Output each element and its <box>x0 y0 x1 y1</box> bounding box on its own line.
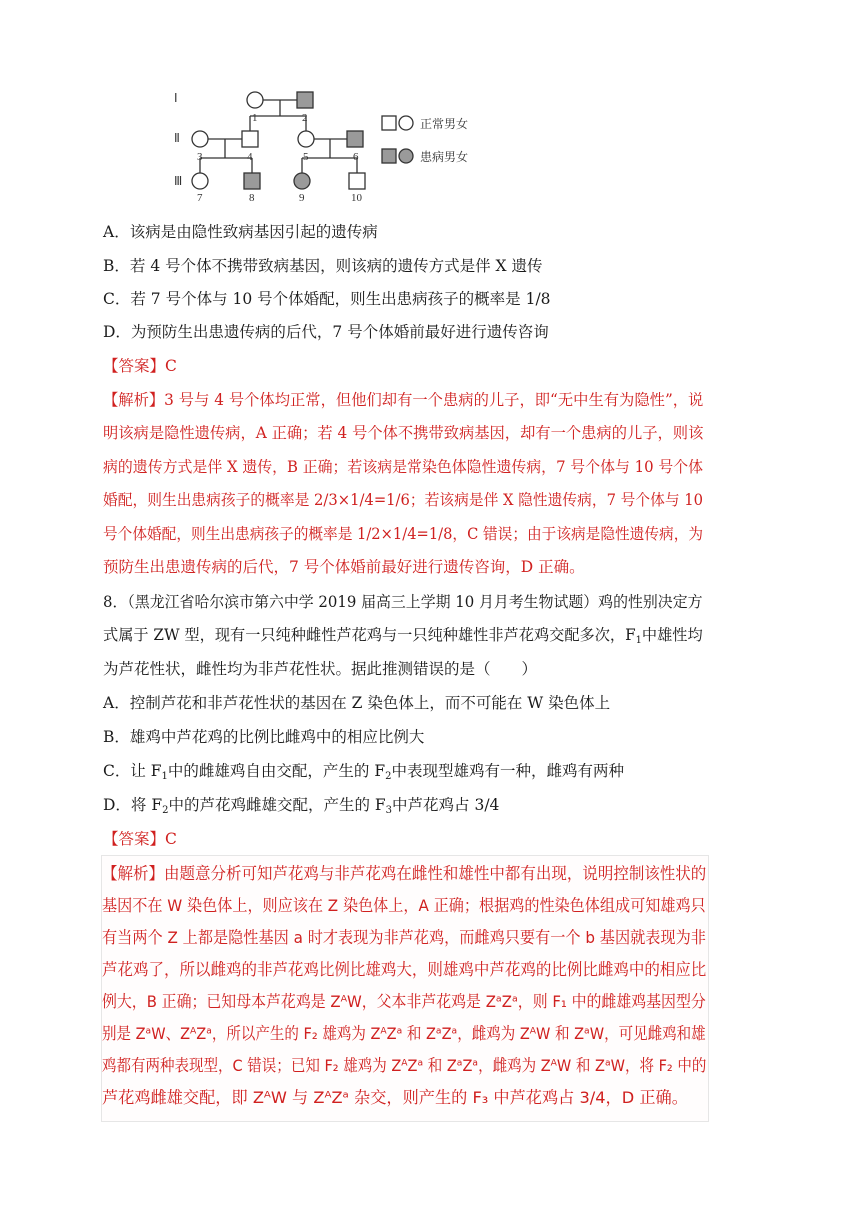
individual-10-male-normal <box>349 173 365 189</box>
q7-answer: 【答案】C <box>103 357 177 375</box>
q8-option-a: A．控制芦花和非芦花性状的基因在 Z 染色体上，而不可能在 W 染色体上 <box>103 694 611 712</box>
legend-male-normal-icon <box>382 116 396 130</box>
generation-label-1: Ⅰ <box>174 91 178 105</box>
legend-normal-label: 正常男女 <box>420 117 469 131</box>
number-5: 5 <box>303 151 309 163</box>
number-3: 3 <box>197 151 203 163</box>
number-6: 6 <box>353 151 359 163</box>
q8-analysis-line-4: 芦花鸡了，所以雌鸡的非芦花鸡比例比雄鸡大，则雄鸡中芦花鸡的比例比雌鸡中的相应比 <box>102 960 707 979</box>
number-9: 9 <box>299 192 305 204</box>
legend-female-affected-icon <box>399 149 413 163</box>
q7-analysis-line-6: 预防生出患遗传病的后代，7 号个体婚前最好进行遗传咨询，D 正确。 <box>103 558 585 576</box>
q8-analysis-line-1: 【解析】由题意分析可知芦花鸡与非芦花鸡在雌性和雄性中都有出现，说明控制该性状的 <box>102 864 707 883</box>
legend-female-normal-icon <box>399 116 413 130</box>
individual-7-female-normal <box>192 173 208 189</box>
q7-option-a: A．该病是由隐性致病基因引起的遗传病 <box>103 223 378 241</box>
q7-analysis-line-4: 婚配，则生出患病孩子的概率是 2/3×1/4=1/6；若该病是伴 X 隐性遗传病，7 号个体与 10 <box>103 491 704 509</box>
q7-analysis-line-3: 病的遗传方式是伴 X 遗传，B 正确；若该病是常染色体隐性遗传病，7 号个体与 10 号个体 <box>103 458 704 476</box>
q7-analysis-line-1: 【解析】3 号与 4 号个体均正常，但他们却有一个患病的儿子，即“无中生有为隐性”，说 <box>103 391 704 409</box>
legend-affected-label: 患病男女 <box>420 150 469 164</box>
generation-label-2: Ⅱ <box>174 131 180 145</box>
individual-9-female-affected <box>294 173 310 189</box>
q8-analysis-box <box>101 855 709 1122</box>
q8-stem-line-2: 式属于 ZW 型，现有一只纯种雌性芦花鸡与一只纯种雄性非芦花鸡交配多次，$F_1$中雄性均 <box>103 626 703 646</box>
number-10: 10 <box>351 192 362 204</box>
individual-5-female-normal <box>298 131 314 147</box>
q8-stem-line-3: 为芦花性状，雌性均为非芦花性状。据此推测错误的是（ ） <box>103 660 538 678</box>
individual-3-female-normal <box>192 131 208 147</box>
q8-answer: 【答案】C <box>103 830 177 848</box>
q8-analysis-line-6: 别是 ZᵃW、ZᴬZᵃ，所以产生的 F₂ 雄鸡为 ZᴬZᵃ 和 ZᵃZᵃ，雌鸡为 ZᴬW 和 ZᵃW，可见雌鸡和雄 <box>102 1024 706 1043</box>
q7-analysis-line-5: 号个体婚配，则生出患病孩子的概率是 1/2×1/4=1/8，C 错误；由于该病是隐性遗传病，为 <box>103 525 704 543</box>
q7-option-b: B．若 4 号个体不携带致病基因，则该病的遗传方式是伴 X 遗传 <box>103 257 543 275</box>
q8-analysis-line-2: 基因不在 W 染色体上，则应该在 Z 染色体上，A 正确；根据鸡的性染色体组成可知雄鸡只 <box>102 896 706 915</box>
individual-2-male-affected <box>297 92 313 108</box>
number-7: 7 <box>197 192 203 204</box>
q8-analysis-line-8: 芦花鸡雌雄交配，即 ZᴬW 与 ZᴬZᵃ 杂交，则产生的 F₃ 中芦花鸡占 3/4，D 正确。 <box>102 1088 688 1107</box>
generation-label-3: Ⅲ <box>174 174 183 188</box>
number-4: 4 <box>247 151 253 163</box>
q8-analysis-line-7: 鸡都有两种表现型，C 错误；已知 F₂ 雄鸡为 ZᴬZᵃ 和 ZᵃZᵃ，雌鸡为 ZᴬW 和 ZᵃW，将 F₂ 中的 <box>102 1056 707 1075</box>
q7-option-d: D．为预防生出患遗传病的后代，7 号个体婚前最好进行遗传咨询 <box>103 323 549 341</box>
q8-option-d: D．将 $F_2$中的芦花鸡雌雄交配，产生的 $F_3$中芦花鸡占 3/4 <box>103 796 500 816</box>
q8-option-b: B．雄鸡中芦花鸡的比例比雌鸡中的相应比例大 <box>103 728 425 746</box>
individual-1-female-normal <box>247 92 263 108</box>
legend-male-affected-icon <box>382 149 396 163</box>
number-1: 1 <box>252 112 258 124</box>
q8-analysis-line-5: 例大，B 正确；已知母本芦花鸡是 ZᴬW，父本非芦花鸡是 ZᵃZᵃ，则 F₁ 中的雌雄鸡基因型分 <box>102 992 706 1011</box>
q8-stem-line-1: 8．（黑龙江省哈尔滨市第六中学 2019 届高三上学期 10 月月考生物试题）鸡的性别决定方 <box>103 593 703 611</box>
pedigree-chart <box>170 82 475 204</box>
q7-analysis-line-2: 明该病是隐性遗传病，A 正确；若 4 号个体不携带致病基因，却有一个患病的儿子，则该 <box>103 424 704 442</box>
individual-4-male-normal <box>242 131 258 147</box>
q7-option-c: C．若 7 号个体与 10 号个体婚配，则生出患病孩子的概率是 1/8 <box>103 290 551 308</box>
individual-8-male-affected <box>244 173 260 189</box>
individual-6-male-affected <box>347 131 363 147</box>
q8-analysis-line-3: 有当两个 Z 上都是隐性基因 a 时才表现为非芦花鸡，而雌鸡只要有一个 b 基因就表现为非 <box>102 928 706 947</box>
number-2: 2 <box>302 112 308 124</box>
q8-option-c: C．让 $F_1$中的雌雄鸡自由交配，产生的 $F_2$中表现型雄鸡有一种，雌鸡有两种 <box>103 762 624 782</box>
number-8: 8 <box>249 192 255 204</box>
